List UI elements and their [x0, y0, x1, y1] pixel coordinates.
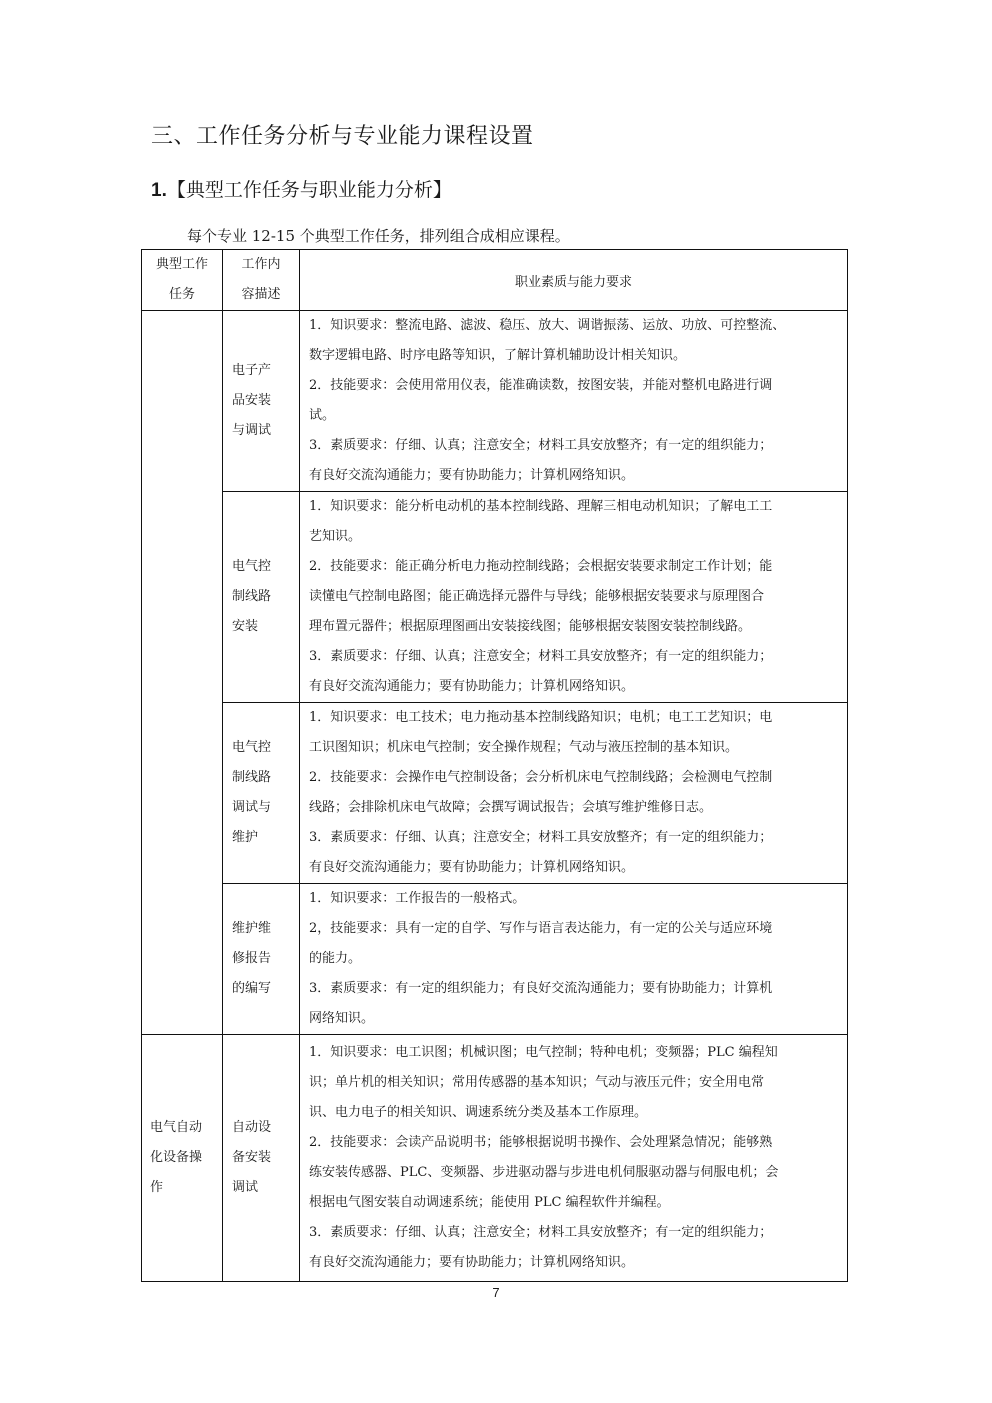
text-line: 制线路 — [232, 589, 272, 604]
text-line: 3．素质要求：仔细、认真；注意安全；材料工具安放整齐；有一定的组织能力； — [309, 438, 773, 453]
text-line: 1．知识要求：电工技术；电力拖动基本控制线路知识；电机；电工工艺知识；电 — [309, 710, 773, 725]
text-line: 电气自动 — [150, 1120, 203, 1135]
text-line: 2．技能要求：会读产品说明书；能够根据说明书操作、会处理紧急情况；能够熟 — [309, 1135, 773, 1150]
text-line: 理布置元器件；根据原理图画出安装接线图；能够根据安装图安装控制线路。 — [309, 619, 752, 634]
content-cell — [223, 884, 300, 1035]
text-line: 修报告 — [232, 951, 272, 966]
text-line: 3．素质要求：仔细、认真；注意安全；材料工具安放整齐；有一定的组织能力； — [309, 649, 773, 664]
table-header-row — [142, 250, 848, 311]
subsection-title: 【典型工作任务与职业能力分析】 — [166, 179, 452, 201]
page-number: 7 — [492, 1285, 500, 1300]
text-line: 3．素质要求：有一定的组织能力；有良好交流沟通能力；要有协助能力；计算机 — [309, 981, 773, 996]
text-line: 2．技能要求：能正确分析电力拖动控制线路；会根据安装要求制定工作计划；能 — [309, 559, 773, 574]
table-row — [142, 492, 848, 703]
text-line: 作 — [150, 1180, 164, 1195]
subsection-heading — [151, 175, 452, 202]
text-line: 自动设 — [232, 1120, 272, 1135]
text-line: 有良好交流沟通能力；要有协助能力；计算机网络知识。 — [309, 679, 635, 694]
header-requirements: 职业素质与能力要求 — [300, 250, 848, 311]
text-line: 1．知识要求：整流电路、滤波、稳压、放大、调谐振荡、运放、功放、可控整流、 — [309, 318, 786, 333]
requirements-cell — [300, 703, 848, 884]
text-line: 线路；会排除机床电气故障；会撰写调试报告；会填写维护维修日志。 — [309, 800, 713, 815]
task-analysis-table — [141, 249, 848, 1282]
text-line: 有良好交流沟通能力；要有协助能力；计算机网络知识。 — [309, 860, 635, 875]
subsection-number: 1. — [151, 180, 167, 201]
text-line: 艺知识。 — [309, 529, 362, 544]
text-line: 调试 — [232, 1180, 259, 1195]
task-cell-empty — [142, 311, 223, 1035]
requirements-cell — [300, 311, 848, 492]
text-line: 的编写 — [232, 981, 272, 996]
content-cell — [223, 492, 300, 703]
text-line: 数字逻辑电路、时序电路等知识，了解计算机辅助设计相关知识。 — [309, 348, 687, 363]
text-line: 1．知识要求：电工识图；机械识图；电气控制；特种电机；变频器；PLC 编程知 — [309, 1045, 778, 1060]
text-line: 安装 — [232, 619, 259, 634]
table-row — [142, 311, 848, 492]
text-line: 与调试 — [232, 423, 272, 438]
text-line: 化设备操 — [150, 1150, 203, 1165]
text-line: 的能力。 — [309, 951, 362, 966]
content-cell — [223, 1035, 300, 1282]
text-line: 读懂电气控制电路图；能正确选择元器件与导线；能够根据安装要求与原理图合 — [309, 589, 765, 604]
header-content: 工作内 容描述 — [223, 250, 300, 311]
requirements-cell — [300, 1035, 848, 1282]
text-line: 1．知识要求：能分析电动机的基本控制线路、理解三相电动机知识；了解电工工 — [309, 499, 773, 514]
text-line: 2．技能要求：会操作电气控制设备；会分析机床电气控制线路；会检测电气控制 — [309, 770, 773, 785]
header-task: 典型工作 任务 — [142, 250, 223, 311]
table-row — [142, 703, 848, 884]
table-row — [142, 1035, 848, 1282]
text-line: 备安装 — [232, 1150, 272, 1165]
text-line: 2，技能要求：具有一定的自学、写作与语言表达能力，有一定的公关与适应环境 — [309, 921, 773, 936]
text-line: 识、电力电子的相关知识、调速系统分类及基本工作原理。 — [309, 1105, 648, 1120]
text-line: 工识图知识；机床电气控制；安全操作规程；气动与液压控制的基本知识。 — [309, 740, 739, 755]
text-line: 电气控 — [232, 740, 272, 755]
task-cell — [142, 1035, 223, 1282]
section-heading: 三、工作任务分析与专业能力课程设置 — [151, 124, 534, 149]
intro-text: 每个专业 12-15 个典型工作任务，排列组合成相应课程。 — [187, 227, 570, 245]
text-line: 品安装 — [232, 393, 272, 408]
text-line: 根据电气图安装自动调速系统；能使用 PLC 编程软件并编程。 — [309, 1195, 670, 1210]
text-line: 3．素质要求：仔细、认真；注意安全；材料工具安放整齐；有一定的组织能力； — [309, 830, 773, 845]
text-line: 制线路 — [232, 770, 272, 785]
text-line: 有良好交流沟通能力；要有协助能力；计算机网络知识。 — [309, 468, 635, 483]
text-line: 网络知识。 — [309, 1011, 375, 1026]
text-line: 维护 — [232, 830, 259, 845]
text-line: 练安装传感器、PLC、变频器、步进驱动器与步进电机伺服驱动器与伺服电机；会 — [309, 1165, 779, 1180]
table-row — [142, 884, 848, 1035]
text-line: 维护维 — [232, 921, 272, 936]
text-line: 2．技能要求：会使用常用仪表，能准确读数，按图安装，并能对整机电路进行调 — [309, 378, 773, 393]
text-line: 3．素质要求：仔细、认真；注意安全；材料工具安放整齐；有一定的组织能力； — [309, 1225, 773, 1240]
text-line: 调试与 — [232, 800, 272, 815]
text-line: 电气控 — [232, 559, 272, 574]
content-cell — [223, 703, 300, 884]
text-line: 识；单片机的相关知识；常用传感器的基本知识；气动与液压元件；安全用电常 — [309, 1075, 765, 1090]
requirements-cell — [300, 492, 848, 703]
text-line: 电子产 — [232, 363, 272, 378]
text-line: 1．知识要求：工作报告的一般格式。 — [309, 891, 526, 906]
content-cell — [223, 311, 300, 492]
text-line: 有良好交流沟通能力；要有协助能力；计算机网络知识。 — [309, 1255, 635, 1270]
text-line: 试。 — [309, 408, 336, 423]
requirements-cell — [300, 884, 848, 1035]
